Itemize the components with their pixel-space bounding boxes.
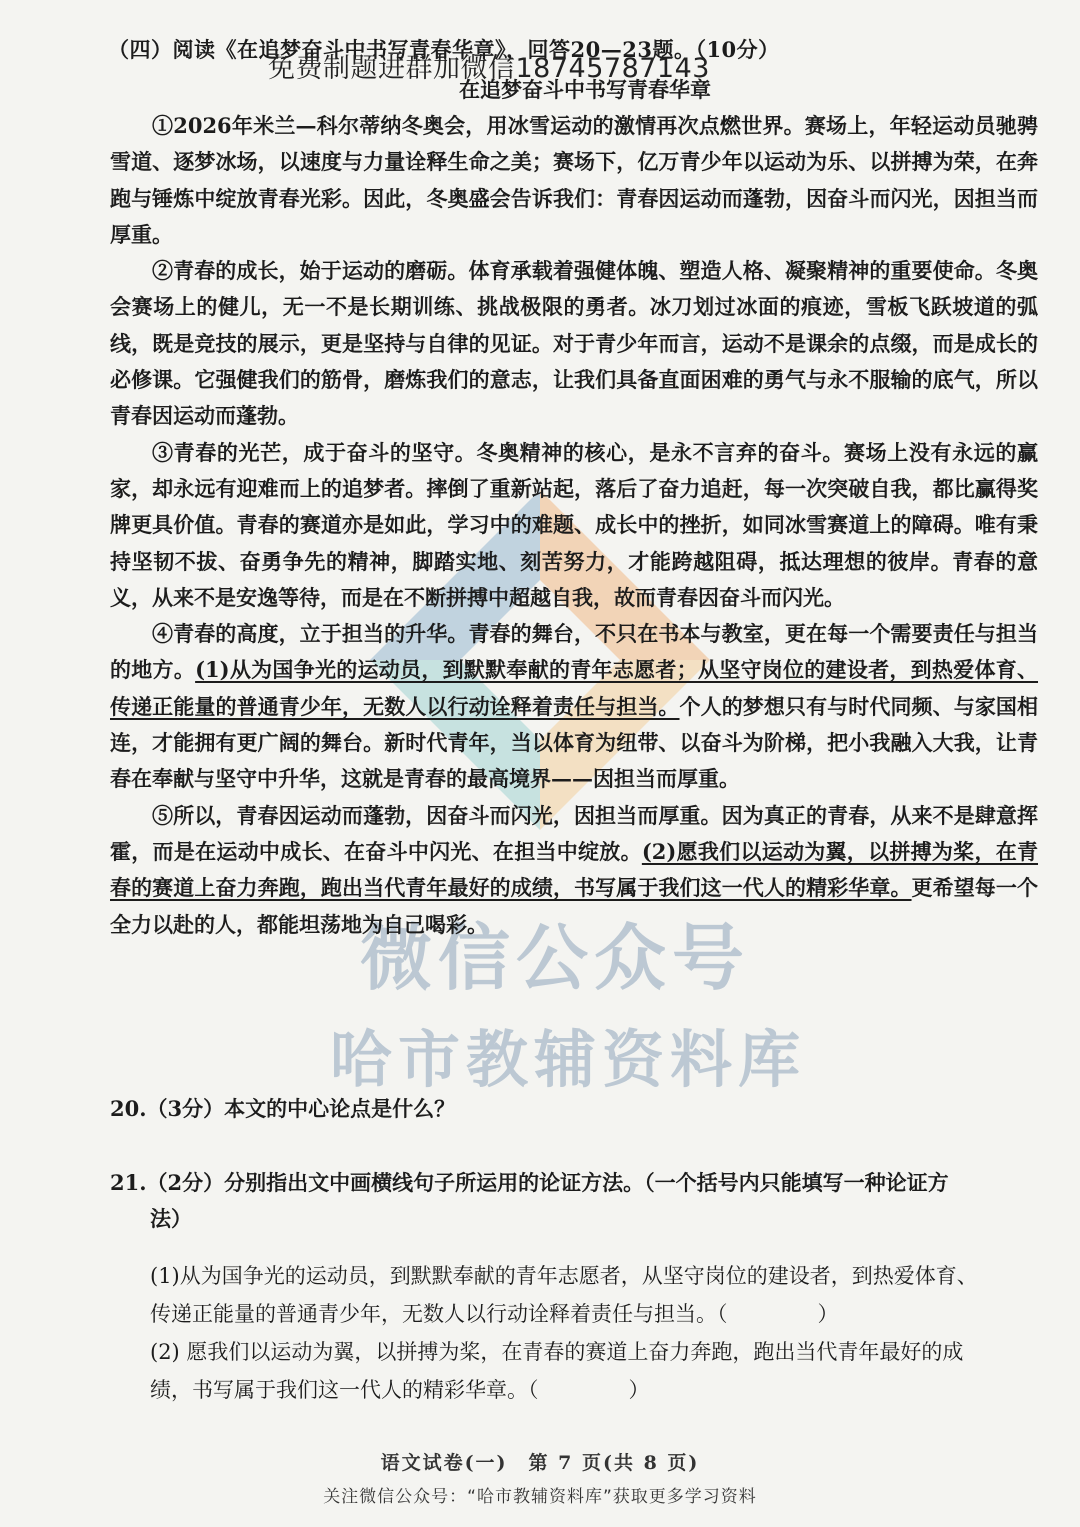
underlined-sentence-2: (2)愿我们以运动为翼，以拼搏为桨，在青春的赛道上奋力奔跑，跑出当代青年最好的成绩，书写属于我们这一代人的精彩华章。 <box>110 838 1039 901</box>
article-body <box>110 108 1038 943</box>
paragraph-5-text-a: ⑤所以，青春因运动而蓬勃，因奋斗而闪光，因担当而厚重。因为真正的青春，从来不是肆意挥霍，而是在运动中成长、在奋斗中闪光、在担当中绽放。 <box>110 802 1038 864</box>
question-21-part-1-line-2 <box>150 1295 1045 1333</box>
paragraph-4 <box>110 616 1038 797</box>
paragraph-1: ①2026年米兰—科尔蒂纳冬奥会，用冰雪运动的激情再次点燃世界。赛场上，年轻运动员驰骋雪道、逐梦冰场，以速度与力量诠释生命之美；赛场下，亿万青少年以运动为乐、以拼搏为荣，在奔跑与锤炼中绽放青春光彩。因此，冬奥盛会告诉我们：青春因运动而蓬勃，因奋斗而闪光，因担当而厚重。 <box>110 113 1038 247</box>
section-heading: （四）阅读《在追梦奋斗中书写青春华章》，回答20—23题。（10分） <box>108 37 780 62</box>
question-21-stem: 21.（2分）分别指出文中画横线句子所运用的论证方法。（一个括号内只能填写一种论证方 <box>110 1170 949 1195</box>
paren-close-2: ） <box>628 1378 650 1402</box>
watermark-text-2: 哈市教辅资料库 <box>330 1023 807 1096</box>
watermark-text-1: 微信公众号 <box>360 916 751 1000</box>
question-21-part-1 <box>110 1257 1045 1409</box>
paragraph-5-text-b: 更希望每一个全力以赴的人，都能坦荡地为自己喝彩。 <box>110 875 1038 937</box>
question-21-part-1-text: 传递正能量的普通青少年，无数人以行动诠释着责任与担当。（ <box>150 1302 728 1326</box>
paragraph-2: ②青春的成长，始于运动的磨砺。体育承载着强健体魄、塑造人格、凝聚精神的重要使命。冬奥会赛场上的健儿，无一不是长期训练、挑战极限的勇者。冰刀划过冰面的痕迹，雪板飞跃坡道的弧线，既是竞技的展示，更是坚持与自律的见证。对于青少年而言，运动不是课余的点缀，而是成长的必修课。它强健我们的筋骨，磨炼我们的意志，让我们具备直面困难的勇气与永不服输的底气，所以青春因运动而蓬勃。 <box>110 258 1038 429</box>
question-21-stem-cont: 法） <box>150 1206 192 1231</box>
question-21 <box>110 1165 1045 1409</box>
footer-notice: 关注微信公众号：“哈市教辅资料库”获取更多学习资料 <box>323 1487 757 1507</box>
overlay-contact-note: 免费制题进群加微信18745787143 <box>268 53 710 84</box>
question-20: 20.（3分）本文的中心论点是什么？ <box>110 1096 456 1121</box>
paragraph-4-text-b: 个人的梦想只有与时代同频、与家国相连，才能拥有更广阔的舞台。新时代青年，当以体育为纽带、以奋斗为阶梯，把小我融入大我，让青春在奉献与坚守中升华，这就是青春的最高境界——因担当而厚重。 <box>110 693 1039 792</box>
page-footer: 语文试卷(一) 第 7 页(共 8 页) <box>380 1452 700 1474</box>
article-title: 在追梦奋斗中书写青春华章 <box>459 77 711 102</box>
question-21-part-1-line-1: (1)从为国争光的运动员，到默默奉献的青年志愿者，从坚守岗位的建设者，到热爱体育、 <box>150 1264 978 1288</box>
paragraph-4-text-a: ④青春的高度，立于担当的升华。青春的舞台，不只在书本与教室，更在每一个需要责任与担当的地方。 <box>110 621 1038 683</box>
question-21-part-2-text: 绩，书写属于我们这一代人的精彩华章。（ <box>150 1378 539 1402</box>
question-21-part-2-line-2 <box>150 1371 1045 1409</box>
question-21-part-2-line-1: (2) 愿我们以运动为翼，以拼搏为桨，在青春的赛道上奋力奔跑，跑出当代青年最好的成 <box>150 1340 964 1364</box>
paragraph-5 <box>110 798 1038 943</box>
paren-close-1: ） <box>817 1302 839 1326</box>
underlined-sentence-1: (1)从为国争光的运动员，到默默奉献的青年志愿者；从坚守岗位的建设者，到热爱体育、传递正能量的普通青少年，无数人以行动诠释着责任与担当。 <box>110 657 1039 719</box>
paragraph-3: ③青春的光芒，成于奋斗的坚守。冬奥精神的核心，是永不言弃的奋斗。赛场上没有永远的赢家，却永远有迎难而上的追梦者。摔倒了重新站起，落后了奋力追赶，每一次突破自我，都比赢得奖牌更具价值。青春的赛道亦是如此，学习中的难题、成长中的挫折，如同冰雪赛道上的障碍。唯有秉持坚韧不拔、奋勇争先的精神，脚踏实地、刻苦努力，才能跨越阻碍，抵达理想的彼岸。青春的意义，从来不是安逸等待，而是在不断拼搏中超越自我，故而青春因奋斗而闪光。 <box>110 439 1038 610</box>
